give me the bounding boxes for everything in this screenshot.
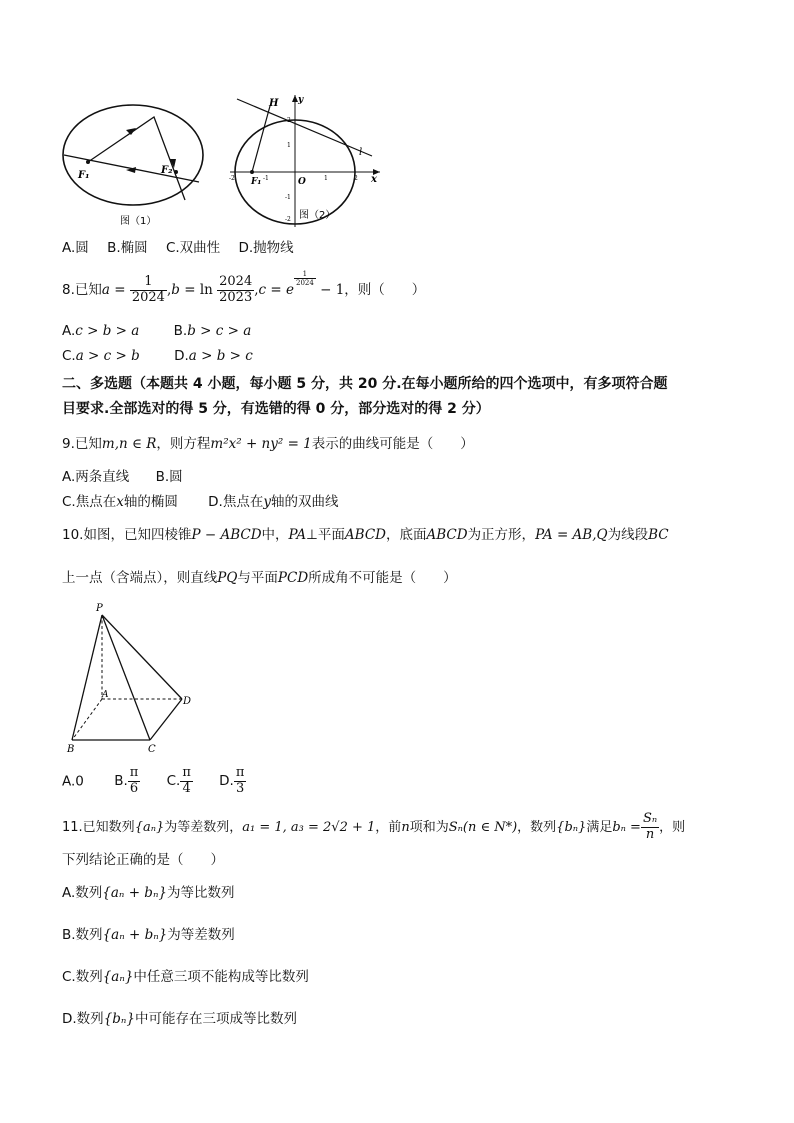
q10-option-c[interactable] <box>166 765 193 796</box>
q9-equation: m²x² + ny² = 1 <box>210 436 312 452</box>
q10-option-b-fraction <box>128 766 141 797</box>
q10-t4: 为正方形， <box>467 527 536 543</box>
q11-option-d[interactable] <box>62 1007 297 1027</box>
q8-options-row-1 <box>62 323 251 339</box>
q10-option-d-fraction <box>234 766 247 797</box>
q8-comma-2: , <box>254 282 259 299</box>
q11-an: {aₙ} <box>134 819 165 835</box>
q10-option-d-den: 3 <box>235 780 245 796</box>
q11-t2: 为等差数列， <box>164 819 243 835</box>
q8-e: e <box>285 282 294 299</box>
q11-option-d-post: 中可能存在三项成等比数列 <box>134 1011 297 1027</box>
q8-b-eq: = <box>179 282 200 299</box>
q9-option-d-post: 轴的双曲线 <box>270 494 339 510</box>
q10-options <box>62 766 246 797</box>
fig2-l-label: l <box>359 147 363 158</box>
q7-option-c[interactable]: C.双曲性 <box>165 240 221 256</box>
q10-t2: 中， <box>261 527 289 543</box>
q10-t3: ，底面 <box>385 527 427 543</box>
q10-option-d[interactable] <box>219 765 246 796</box>
q8-exp-den: 2024 <box>295 279 314 288</box>
q11-t4: 项和为 <box>409 819 449 835</box>
q8-ln: ln <box>199 282 213 299</box>
pyramid-label-p: P <box>96 603 103 614</box>
fig2-tick-y-1: 1 <box>287 142 291 149</box>
q11-option-d-expr: {bₙ} <box>103 1011 135 1027</box>
q8-a-var: a <box>101 282 110 299</box>
figure-1-ellipse <box>60 100 210 230</box>
q10-stem-line-1 <box>62 523 669 543</box>
q8-option-d-expr: a > b > c <box>188 348 253 364</box>
q10-condition: PA = AB,Q <box>535 527 608 543</box>
q10-pcd: PCD <box>277 570 309 586</box>
q8-option-c-expr: a > c > b <box>75 348 140 364</box>
q11-n: n <box>401 819 410 835</box>
q8-b-num: 2024 <box>219 273 253 289</box>
q10-pq: PQ <box>217 570 238 586</box>
pyramid-label-a: A <box>102 690 109 700</box>
q7-option-b[interactable]: B.椭圆 <box>107 240 148 256</box>
q8-stem <box>62 270 425 305</box>
q11-option-c-post: 中任意三项不能构成等比数列 <box>133 969 309 985</box>
q7-option-a[interactable]: A.圆 <box>62 240 89 256</box>
q10-line2-c: 所成角不可能是（ ） <box>308 570 457 586</box>
q8-exp-num: 1 <box>294 270 316 279</box>
q11-bn-eq: bₙ = <box>612 819 641 835</box>
q10-option-c-fraction <box>180 766 193 797</box>
fig2-tick-x-1: 1 <box>324 175 328 182</box>
q8-b-fraction <box>217 275 254 306</box>
q7-options <box>62 236 294 256</box>
q8-option-c[interactable] <box>62 348 140 364</box>
q8-a-eq: = <box>109 282 130 299</box>
q10-option-b-label: B. <box>114 773 128 790</box>
q9-option-c-var: x <box>116 494 124 510</box>
q10-option-d-num: π <box>235 765 245 780</box>
q8-option-d-label: D. <box>174 348 189 364</box>
q9-vars: m,n ∈ R <box>101 436 157 452</box>
q11-t1: 11.已知数列 <box>62 819 135 835</box>
q10-pyramid: P − ABCD <box>191 527 262 543</box>
q9-option-d-var: y <box>263 494 271 510</box>
fig2-h-label: H <box>269 98 279 109</box>
q9-option-c-post: 轴的椭圆 <box>123 494 178 510</box>
q11-t6: 满足 <box>586 819 613 835</box>
q8-option-a-label: A. <box>62 323 76 339</box>
q8-prefix: 8.已知 <box>62 282 102 299</box>
q11-option-a-pre: A.数列 <box>62 885 103 901</box>
q9-option-c-pre: C.焦点在 <box>62 494 117 510</box>
section-2-heading-line-2: 目要求.全部选对的得 5 分，有选错的得 0 分，部分选对的得 2 分） <box>62 401 490 417</box>
q10-bc: BC <box>648 527 669 543</box>
q10-option-b-num: π <box>129 765 139 780</box>
fig2-tick-y-2: 2 <box>287 117 291 124</box>
q11-t7: ，则 <box>659 819 686 835</box>
figure-pyramid-p-abcd <box>62 598 202 758</box>
q8-option-b-label: B. <box>173 323 188 339</box>
q11-option-a[interactable] <box>62 881 235 901</box>
q11-fraction <box>641 812 659 843</box>
q9-option-d-pre: D.焦点在 <box>208 494 264 510</box>
q9-stem <box>62 432 474 452</box>
q11-t5: ，数列 <box>517 819 557 835</box>
fig1-f2-label: F₂ <box>161 165 173 176</box>
q9-middle: ，则方程 <box>156 436 211 452</box>
q8-b-var: b <box>171 282 180 299</box>
q9-prefix: 9.已知 <box>62 436 102 452</box>
fig2-x-label: x <box>371 174 377 185</box>
fig2-tick-x-2: 2 <box>354 175 358 182</box>
fig2-tick-y-neg1: -1 <box>285 194 291 201</box>
q10-abcd-2: ABCD <box>426 527 468 543</box>
fig1-caption: 图（1） <box>120 216 157 227</box>
q10-t1: 10.如图，已知四棱锥 <box>62 527 192 543</box>
q8-option-c-label: C. <box>62 348 76 364</box>
q9-option-b[interactable]: B.圆 <box>155 469 183 485</box>
fig2-tick-x-neg1: -1 <box>263 175 269 182</box>
q11-option-b-pre: B.数列 <box>62 927 103 943</box>
q8-comma-1: , <box>166 282 172 299</box>
q10-pa: PA <box>288 527 307 543</box>
q8-a-num: 1 <box>130 275 167 291</box>
q10-line2-a: 上一点（含端点），则直线 <box>62 570 218 586</box>
q10-line2-b: 与平面 <box>237 570 278 586</box>
q11-option-c-expr: {aₙ} <box>102 969 134 985</box>
q8-a-den: 2024 <box>131 289 165 305</box>
q9-option-a[interactable]: A.两条直线 <box>62 469 130 485</box>
q10-perp: ⊥平面 <box>306 527 345 543</box>
pyramid-label-d: D <box>183 696 192 707</box>
fig1-f1-label: F₁ <box>78 170 90 181</box>
q8-exponent <box>294 270 316 287</box>
q8-option-a[interactable] <box>62 323 139 339</box>
fig2-tick-x-neg2: -2 <box>229 175 235 182</box>
q8-option-b[interactable] <box>174 323 252 339</box>
q9-option-d[interactable] <box>208 494 338 510</box>
q11-stem-line-2: 下列结论正确的是（ ） <box>62 852 224 868</box>
figure-2-ellipse-tangent <box>225 92 385 232</box>
q11-option-c-pre: C.数列 <box>62 969 103 985</box>
q10-option-c-den: 4 <box>182 780 191 796</box>
q11-condition: a₁ = 1, a₃ = 2√2 + 1 <box>242 819 376 835</box>
q11-option-b-expr: {aₙ + bₙ} <box>102 927 168 943</box>
q8-c-eq: = <box>266 282 286 299</box>
q10-stem-line-2 <box>62 566 457 586</box>
q8-a-fraction <box>130 275 167 306</box>
q11-option-b-post: 为等差数列 <box>167 927 235 943</box>
q8-option-a-expr: c > b > a <box>75 323 140 339</box>
q10-option-b[interactable] <box>114 765 140 796</box>
q9-options-row-1 <box>62 465 183 485</box>
q10-t5: 为线段 <box>607 527 649 543</box>
q11-stem-line-1 <box>62 812 685 843</box>
q11-option-d-pre: D.数列 <box>62 1011 104 1027</box>
q10-option-a[interactable]: A.0 <box>62 773 84 790</box>
fig2-caption: 图（2） <box>299 210 336 221</box>
q11-option-c[interactable] <box>62 965 309 985</box>
q11-sn: Sₙ(n ∈ N*) <box>448 819 518 835</box>
pyramid-label-b: B <box>67 744 75 755</box>
q8-option-d[interactable] <box>174 348 253 364</box>
q8-suffix: ，则（ ） <box>344 282 426 299</box>
fig2-origin-label: O <box>298 177 306 187</box>
fig2-tick-y-neg2: -2 <box>285 216 291 223</box>
q7-option-d[interactable]: D.抛物线 <box>238 240 294 256</box>
q11-bn: {bₙ} <box>556 819 587 835</box>
q11-option-a-expr: {aₙ + bₙ} <box>102 885 168 901</box>
q10-option-c-label: C. <box>166 773 181 790</box>
q9-option-c[interactable] <box>62 494 178 510</box>
q11-t3: ，前 <box>375 819 402 835</box>
q11-option-a-post: 为等比数列 <box>167 885 235 901</box>
q10-option-c-num: π <box>182 765 191 780</box>
q11-frac-num: Sₙ <box>642 811 658 826</box>
q11-frac-den: n <box>645 826 655 842</box>
q8-c-var: c <box>258 282 267 299</box>
q11-option-b[interactable] <box>62 923 235 943</box>
q10-option-d-label: D. <box>219 773 234 790</box>
fig2-f1-label: F₁ <box>251 177 262 187</box>
q8-b-den: 2023 <box>219 289 253 305</box>
q8-option-b-expr: b > c > a <box>187 323 252 339</box>
q8-minus-one: − 1 <box>315 282 345 299</box>
q10-option-b-den: 6 <box>129 780 139 796</box>
q9-options-row-2 <box>62 490 338 510</box>
section-2-heading-line-1: 二、多选题（本题共 4 小题，每小题 5 分，共 20 分.在每小题所给的四个选项中，有多项符合题 <box>62 376 668 392</box>
q10-abcd-1: ABCD <box>344 527 386 543</box>
pyramid-label-c: C <box>148 744 156 755</box>
q9-suffix: 表示的曲线可能是（ ） <box>311 436 474 452</box>
fig2-y-label: y <box>298 95 304 105</box>
q8-options-row-2 <box>62 348 253 364</box>
